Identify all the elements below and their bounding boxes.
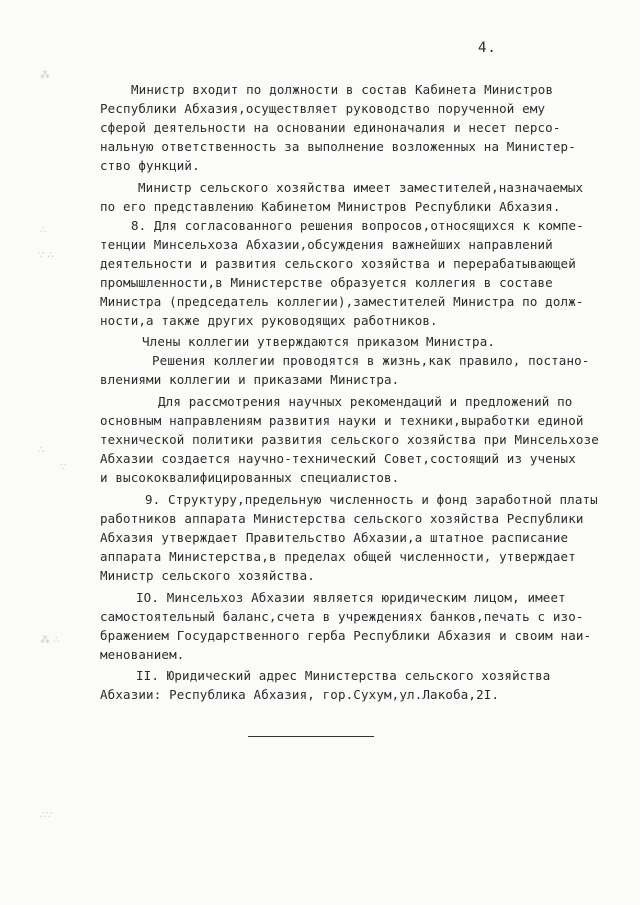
text-line: Члены коллегии утверждаются приказом Министра.	[142, 334, 496, 349]
text-line: бражением Государственного герба Республики Абхазия и своим наи-	[100, 628, 592, 643]
text-line: Абхазии создается научно-технический Совет,состоящий из ученых	[100, 451, 576, 466]
horizontal-rule	[248, 736, 374, 737]
text-line: аппарата Министерства,в пределах общей численности, утверждает	[100, 549, 576, 564]
text-line: менованием.	[100, 647, 185, 662]
margin-mark: ⁂ ∴	[40, 635, 60, 646]
text-line: Министр сельского хозяйства имеет заместителей,назначаемых	[138, 180, 584, 195]
text-line: Республики Абхазия,осуществляет руководство порученной ему	[100, 101, 546, 116]
text-line: Для рассмотрения научных рекомендаций и предложений по	[158, 394, 573, 409]
text-line: основным направлениям развития науки и техники,выработки единой	[100, 413, 584, 428]
text-line: Абхазии: Республика Абхазия, гор.Сухум,ул.Лакоба,2I.	[100, 687, 500, 702]
text-line: технической политики развития сельского хозяйства при Минсельхозе	[100, 432, 599, 447]
text-line: II. Юридический адрес Министерства сельского хозяйства	[136, 668, 551, 683]
margin-mark: ∴	[40, 225, 47, 236]
text-line: самостоятельный баланс,счета в учреждениях банков,печать с изо-	[100, 609, 584, 624]
text-line: Абхазия утверждает Правительство Абхазии,а штатное расписание	[100, 530, 569, 545]
text-line: тенции Минсельхоза Абхазии,обсуждения важнейших направлений	[100, 237, 553, 252]
text-line: IO. Минсельхоз Абхазии является юридическим лицом, имеет	[136, 590, 566, 605]
text-line: Министра (председатель коллегии),заместителей Министра по долж-	[100, 294, 584, 309]
margin-mark: ∵	[60, 462, 67, 473]
text-line: Министр входит по должности в состав Кабинета Министров	[131, 82, 554, 97]
text-line: влениями коллегии и приказами Министра.	[100, 372, 400, 387]
text-line: по его представлению Кабинетом Министров Республики Абхазия.	[100, 199, 561, 214]
text-line: ство функций.	[100, 158, 200, 173]
margin-mark: ∴∵	[40, 810, 53, 821]
text-line: сферой деятельности на основании единоначалия и несет персо-	[100, 120, 561, 135]
margin-mark: ∴	[38, 445, 45, 456]
text-line: и высококвалифицированных специалистов.	[100, 470, 400, 485]
text-line: 9. Структуру,предельную численность и фонд заработной платы	[145, 492, 598, 507]
text-line: Решения коллегии проводятся в жизнь,как правило, постано-	[152, 353, 590, 368]
text-line: работников аппарата Министерства сельского хозяйства Республики	[100, 511, 584, 526]
text-line: промышленности,в Министерстве образуется коллегия в составе	[100, 275, 553, 290]
page-number: 4.	[478, 40, 497, 56]
text-line: нальную ответственность за выполнение возложенных на Министер-	[100, 139, 576, 154]
text-line: Министр сельского хозяйства.	[100, 568, 315, 583]
margin-mark: ⁂	[40, 70, 50, 81]
text-line: ности,а также других руководящих работников.	[100, 313, 438, 328]
text-line: 8. Для согласованного решения вопросов,относящихся к компе-	[131, 218, 584, 233]
margin-mark: ∵ ∴	[38, 250, 54, 261]
text-line: деятельности и развития сельского хозяйства и перерабатывающей	[100, 256, 576, 271]
